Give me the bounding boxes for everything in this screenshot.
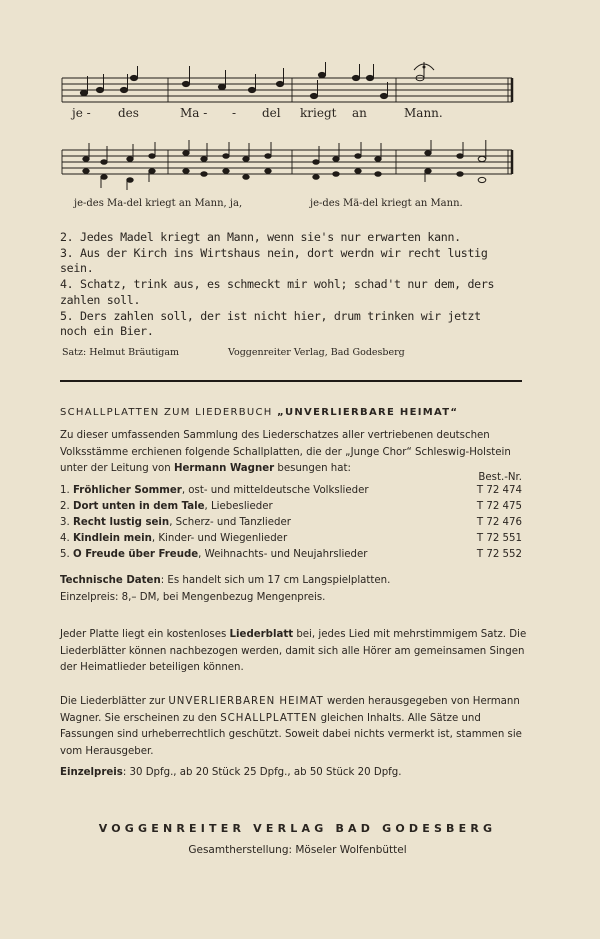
- record-title: Kindlein mein: [72, 532, 152, 544]
- publication-text: Die Liederblätter zur: [60, 696, 169, 707]
- record-desc: , Kinder- und Wiegenlieder: [151, 532, 288, 544]
- publication-caps: UNVERLIERBAREN HEIMAT: [168, 696, 324, 707]
- lyric-line: je-des Ma-del kriegt an Mann, ja,: [74, 198, 243, 209]
- price-label: Einzelpreis: [60, 767, 123, 778]
- price-text: : 30 Dpfg., ab 20 Stück 25 Dpfg., ab 50 Stück 20 Dpfg.: [122, 767, 402, 778]
- records-heading: [60, 407, 458, 418]
- publication-paragraph: [60, 694, 535, 760]
- verse: 3. Aus der Kirch ins Wirtshaus nein, dort werdn wir recht lustig sein.: [60, 245, 488, 276]
- liederblatt-text-end: bei, jedes Lied mit mehrstimmigem Satz. Die Liederblätter können nachbezogen werden, damit sich alle Hörer am gemeinsamen Singen der Heimatlieder beteiligen können.: [60, 629, 527, 674]
- record-number: 1.: [60, 485, 70, 496]
- tech-text: : Es handelt sich um 17 cm Langspielplatten.: [160, 575, 391, 586]
- upper-notes: [80, 62, 434, 99]
- records-list: [60, 472, 530, 564]
- record-title: O Freude über Freude: [72, 548, 199, 560]
- verses: [60, 230, 500, 340]
- technical-data: [60, 572, 530, 606]
- arrangement-credit: Satz: Helmut Bräutigam: [62, 347, 180, 358]
- lower-staff: [62, 150, 512, 174]
- record-title: Fröhlicher Sommer: [72, 485, 182, 496]
- records-intro: [60, 428, 530, 478]
- divider: [60, 380, 522, 382]
- footer-production: Gesamtherstellung: Möseler Wolfenbüttel: [188, 844, 407, 856]
- record-code: T 72 474: [476, 485, 522, 496]
- lyric-syllable: -: [232, 106, 237, 120]
- order-number-label: Best.-Nr.: [478, 472, 522, 483]
- lyric-syllable: Ma -: [180, 106, 208, 120]
- liederblatt-paragraph: [60, 627, 535, 677]
- record-desc: , Weihnachts- und Neujahrslieder: [198, 548, 368, 560]
- verse: 5. Ders zahlen soll, der ist nicht hier, drum trinken wir jetzt noch ein Bier.: [60, 308, 481, 339]
- record-item: [60, 501, 530, 517]
- record-code: T 72 551: [476, 532, 522, 544]
- publication-text: gleichen Inhalts. Alle Sätze und Fassungen sind urheberrechtlich geschützt. Soweit dabei nichts vermerkt ist, stammen sie vom Herausgeber.: [60, 712, 522, 757]
- record-item: [60, 549, 530, 565]
- liederblatt-text: Jeder Platte liegt ein kostenloses: [60, 629, 230, 640]
- verse: 4. Schatz, trink aus, es schmeckt mir wohl; schad't nur dem, ders zahlen soll.: [60, 277, 495, 307]
- record-title: Recht lustig sein: [72, 516, 170, 528]
- lower-notes: [83, 140, 486, 190]
- records-heading-prefix: SCHALLPLATTEN ZUM LIEDERBUCH: [60, 407, 278, 418]
- lyric-syllable: je -: [72, 106, 91, 120]
- record-number: 2.: [60, 500, 70, 512]
- record-item: [60, 517, 530, 533]
- upper-staff: [62, 78, 512, 102]
- record-code: T 72 475: [476, 500, 522, 512]
- record-desc: , ost- und mitteldeutsche Volkslieder: [181, 485, 369, 496]
- footer-publisher: VOGGENREITER VERLAG BAD GODESBERG: [98, 822, 497, 835]
- lyric-syllable: kriegt: [300, 106, 337, 120]
- record-code: T 72 476: [476, 516, 522, 528]
- publisher-credit: Voggenreiter Verlag, Bad Godesberg: [228, 347, 405, 358]
- record-item: [60, 485, 530, 501]
- record-number: 5.: [60, 548, 70, 560]
- publication-caps: SCHALLPLATTEN: [220, 712, 318, 724]
- intro-text-end: besungen hat:: [274, 463, 351, 475]
- record-item: [60, 533, 530, 549]
- liederblatt-price: [60, 767, 401, 778]
- records-heading-title: „UNVERLIERBARE HEIMAT“: [277, 407, 459, 418]
- lyric-line: je-des Mä-del kriegt an Mann.: [310, 198, 463, 209]
- lyric-syllable: del: [262, 106, 281, 120]
- tech-label: Technische Daten: [60, 575, 161, 586]
- record-number: 3.: [60, 516, 70, 528]
- lyric-syllable: an: [352, 106, 367, 120]
- record-title: Dort unten in dem Tale: [72, 500, 205, 512]
- record-price: Einzelpreis: 8,– DM, bei Mengenbezug Mengenpreis.: [60, 592, 326, 603]
- publication-text: werden herausgegeben von Hermann Wagner. Sie erscheinen zu den: [60, 696, 520, 724]
- record-number: 4.: [60, 532, 70, 544]
- record-desc: , Liebeslieder: [204, 500, 273, 512]
- lyric-syllable: Mann.: [404, 106, 443, 120]
- lyric-syllable: des: [118, 106, 139, 120]
- record-code: T 72 552: [476, 548, 522, 560]
- record-desc: , Scherz- und Tanzlieder: [169, 516, 291, 528]
- liederblatt-bold: Liederblatt: [229, 629, 294, 640]
- intro-text: Zu dieser umfassenden Sammlung des Liederschatzes aller vertriebenen deutschen Volksstämme erchienen folgende Schallplatten, die der „Junge Chor“ Schleswig-Holstein unter der Leitung von: [60, 430, 511, 475]
- conductor-name: Hermann Wagner: [173, 463, 275, 475]
- verse: 2. Jedes Madel kriegt an Mann, wenn sie's nur erwarten kann.: [60, 230, 461, 244]
